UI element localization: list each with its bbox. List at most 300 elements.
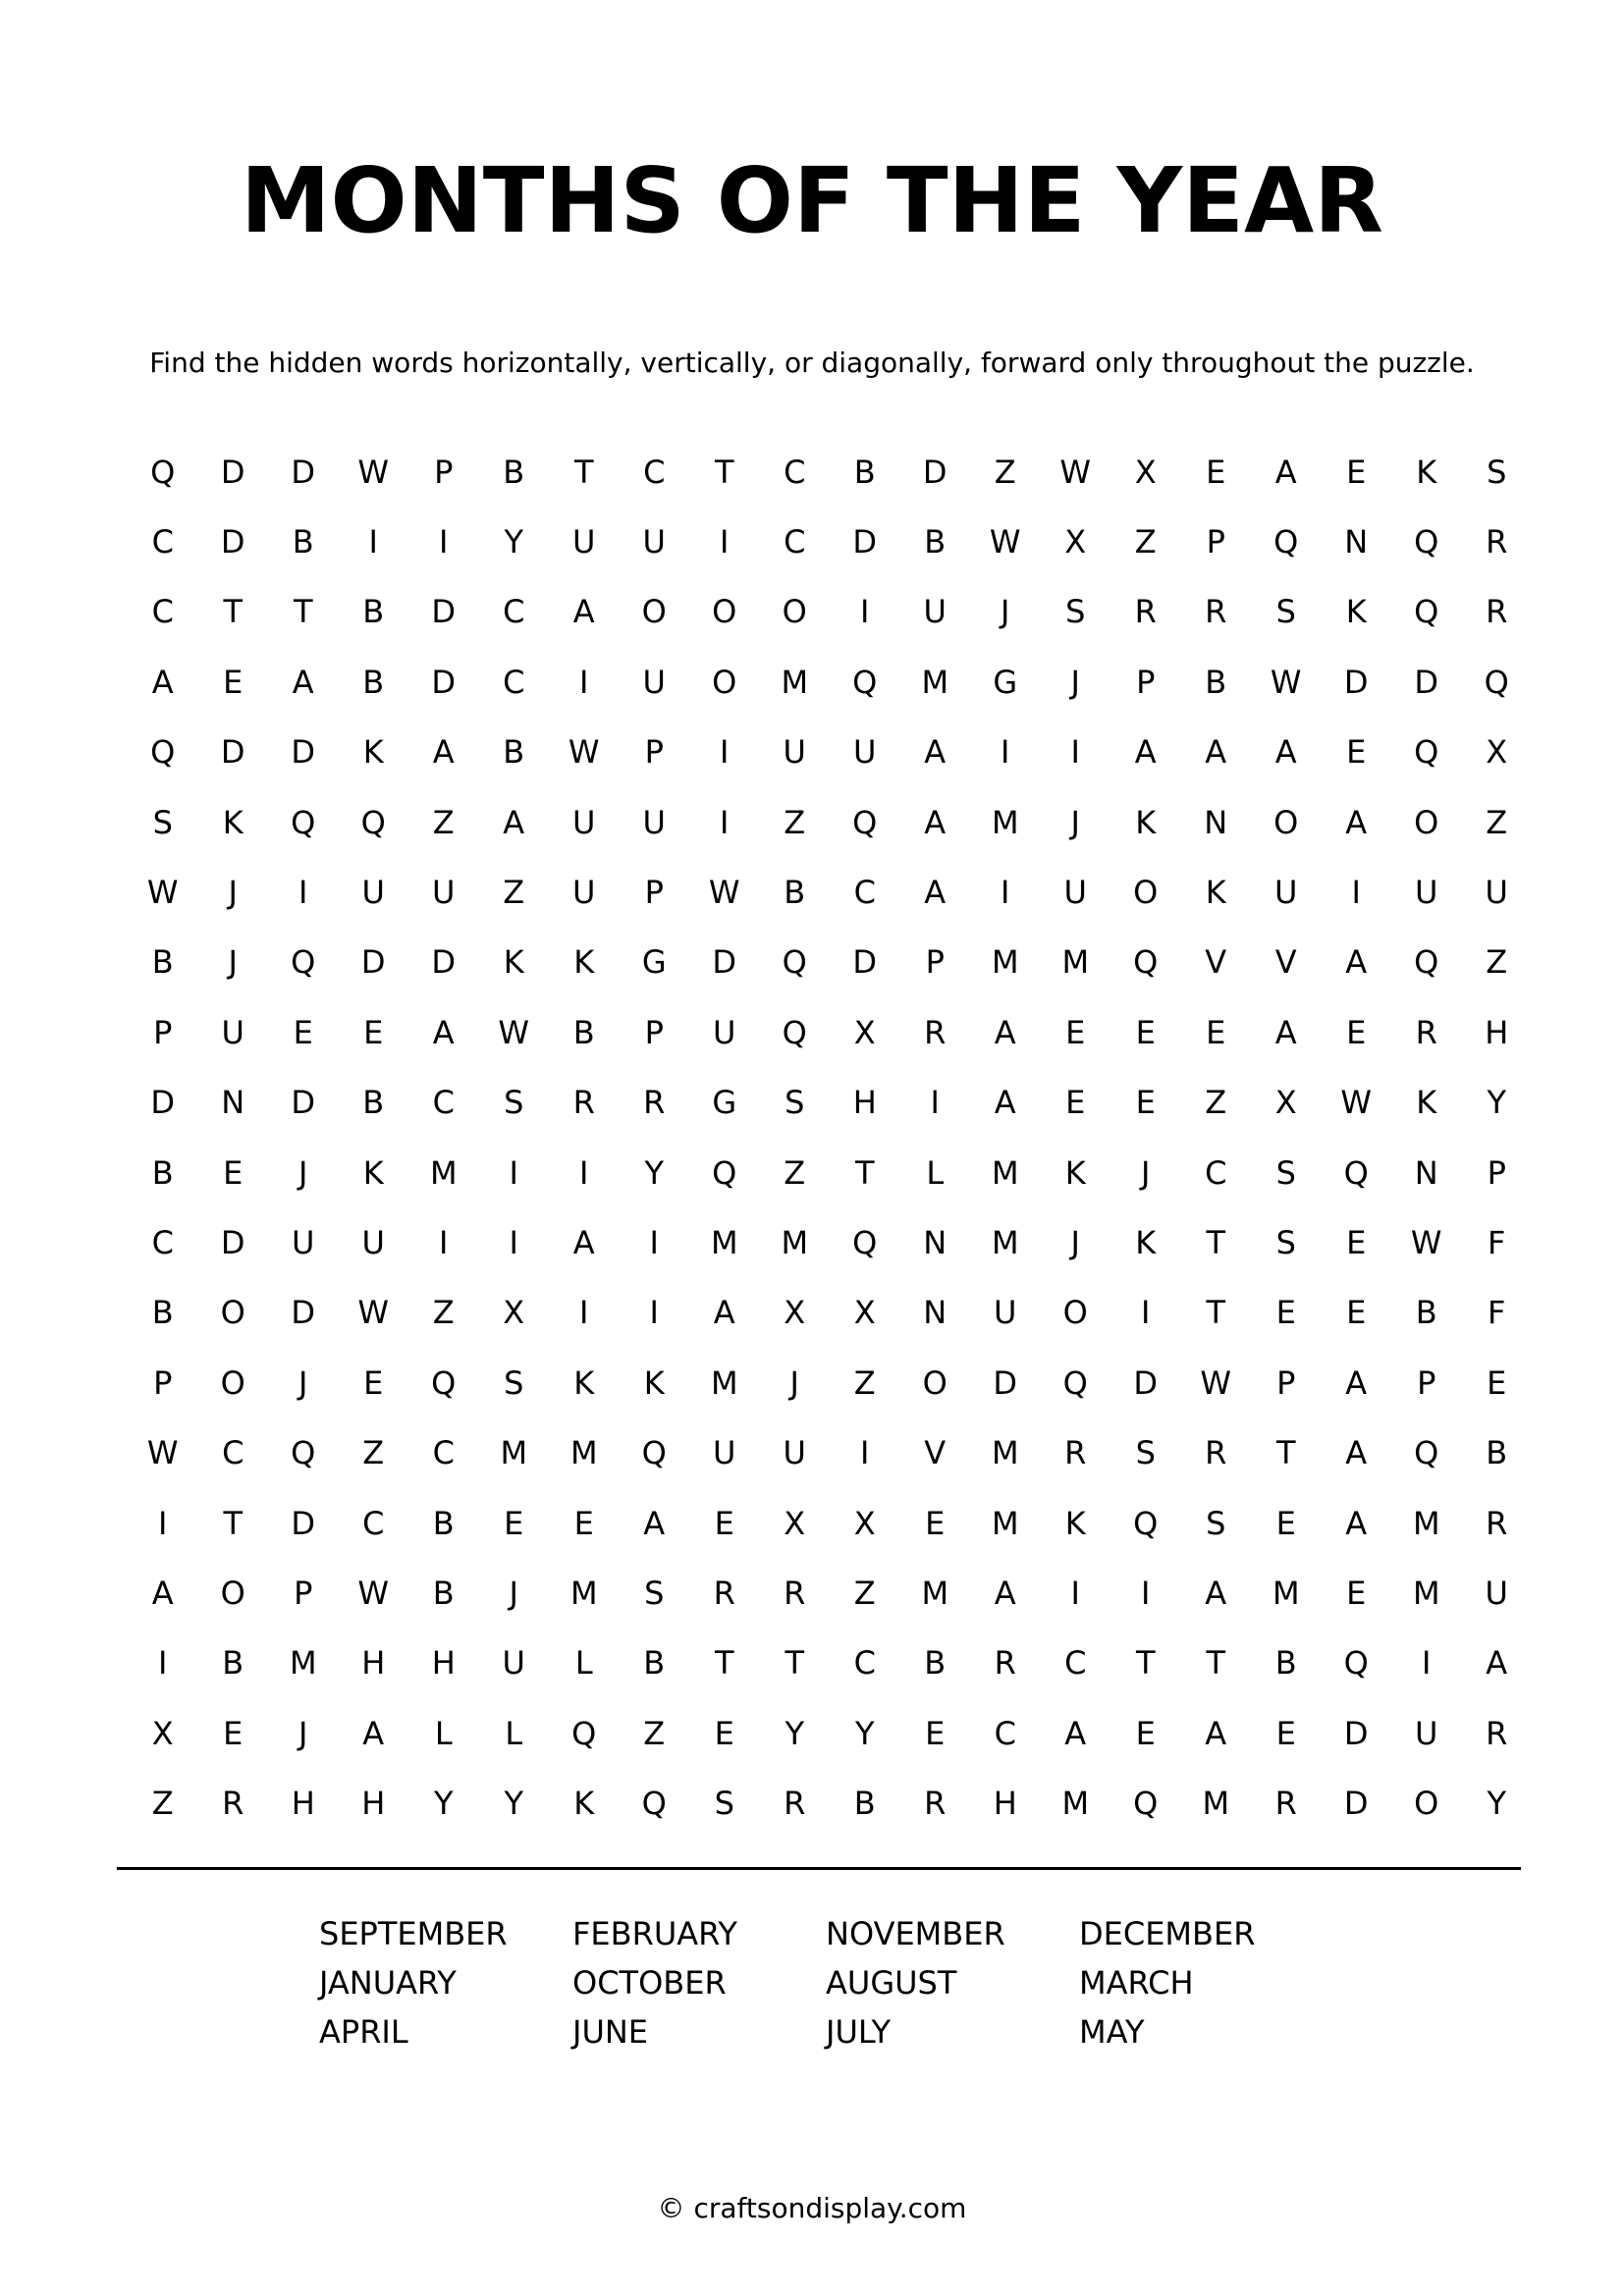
grid-cell: D <box>712 943 737 982</box>
grid-cell: K <box>643 1363 665 1402</box>
grid-cell: Q <box>571 1714 597 1752</box>
grid-cell: P <box>925 943 945 982</box>
grid-cell: M <box>991 943 1019 982</box>
grid-cell: D <box>360 943 386 982</box>
grid-cell: X <box>503 1294 525 1332</box>
grid-cell: Q <box>431 1363 457 1402</box>
grid-cell: J <box>1001 593 1010 631</box>
grid-cell: J <box>509 1574 518 1612</box>
grid-cell: S <box>1206 1504 1226 1542</box>
grid-cell: A <box>1205 1574 1227 1612</box>
grid-cell: K <box>1416 453 1437 491</box>
grid-cell: D <box>1343 1785 1369 1823</box>
grid-cell: Z <box>784 1153 806 1192</box>
grid-cell: E <box>1065 1084 1086 1122</box>
grid-cell: C <box>643 453 666 491</box>
grid-cell: Z <box>432 803 455 841</box>
grid-cell: I <box>1422 1644 1432 1682</box>
grid-cell: A <box>643 1504 666 1542</box>
grid-cell: P <box>153 1363 173 1402</box>
grid-cell: A <box>713 1294 735 1332</box>
grid-cell: Q <box>1343 1153 1369 1192</box>
grid-cell: O <box>1414 803 1439 841</box>
grid-cell: V <box>1205 943 1227 982</box>
grid-cell: W <box>357 1294 390 1332</box>
grid-cell: B <box>1274 1644 1297 1682</box>
grid-cell: W <box>1200 1363 1232 1402</box>
grid-cell: B <box>362 593 385 631</box>
grid-cell: W <box>1059 453 1092 491</box>
grid-cell: A <box>1205 1714 1227 1752</box>
word-list-item: FEBRUARY <box>572 1915 737 1952</box>
grid-cell: J <box>1070 1223 1080 1261</box>
grid-cell: Y <box>644 1153 665 1192</box>
grid-cell: M <box>781 663 809 701</box>
grid-cell: W <box>568 733 600 772</box>
grid-cell: Q <box>1484 663 1509 701</box>
grid-cell: P <box>434 453 454 491</box>
grid-cell: N <box>1344 523 1369 561</box>
grid-cell: W <box>708 874 740 912</box>
grid-cell: S <box>1487 453 1507 491</box>
grid-cell: H <box>291 1785 315 1823</box>
grid-cell: Q <box>1133 1504 1159 1542</box>
grid-cell: X <box>151 1714 174 1752</box>
grid-cell: D <box>1414 663 1439 701</box>
grid-cell: T <box>714 453 734 491</box>
grid-cell: Z <box>643 1714 666 1752</box>
grid-cell: N <box>923 1294 947 1332</box>
grid-cell: U <box>292 1223 315 1261</box>
grid-cell: A <box>1274 453 1297 491</box>
grid-cell: E <box>1346 1294 1367 1332</box>
grid-cell: T <box>1206 1294 1226 1332</box>
grid-cell: T <box>293 593 313 631</box>
grid-cell: B <box>643 1644 666 1682</box>
grid-cell: M <box>1061 1785 1090 1823</box>
grid-cell: I <box>860 1434 870 1472</box>
grid-cell: Z <box>151 1785 174 1823</box>
word-list-item: AUGUST <box>826 1964 957 2002</box>
grid-cell: A <box>1274 1013 1297 1051</box>
grid-cell: U <box>713 1013 736 1051</box>
grid-cell: I <box>720 733 730 772</box>
grid-cell: G <box>712 1084 737 1122</box>
grid-cell: M <box>289 1644 317 1682</box>
grid-cell: Q <box>1414 733 1439 772</box>
grid-cell: K <box>573 1785 595 1823</box>
grid-cell: N <box>923 1223 947 1261</box>
grid-cell: E <box>1346 1223 1367 1261</box>
grid-cell: G <box>641 943 667 982</box>
grid-cell: J <box>1141 1153 1151 1192</box>
grid-cell: B <box>924 1644 947 1682</box>
grid-cell: U <box>1415 1714 1438 1752</box>
grid-cell: Q <box>1343 1644 1369 1682</box>
grid-cell: K <box>1416 1084 1437 1122</box>
grid-cell: Q <box>641 1434 667 1472</box>
word-list-item: JANUARY <box>319 1964 457 2002</box>
grid-cell: B <box>1415 1294 1437 1332</box>
grid-cell: T <box>223 1504 244 1542</box>
grid-cell: B <box>432 1504 455 1542</box>
grid-cell: J <box>298 1153 308 1192</box>
grid-cell: M <box>991 1434 1019 1472</box>
grid-cell: D <box>291 1504 316 1542</box>
grid-cell: R <box>1486 1714 1508 1752</box>
word-search-grid <box>128 437 1532 1839</box>
grid-cell: S <box>644 1574 665 1612</box>
grid-cell: U <box>572 874 596 912</box>
grid-cell: K <box>362 1153 384 1192</box>
grid-cell: A <box>994 1013 1016 1051</box>
word-list-item: APRIL <box>319 2013 408 2051</box>
grid-cell: U <box>642 663 666 701</box>
grid-cell: R <box>1415 1013 1437 1051</box>
grid-cell: X <box>784 1294 806 1332</box>
grid-cell: W <box>146 1434 179 1472</box>
grid-cell: K <box>222 803 244 841</box>
grid-cell: W <box>1410 1223 1442 1261</box>
grid-cell: Q <box>782 943 807 982</box>
grid-cell: B <box>151 1294 174 1332</box>
grid-cell: O <box>922 1363 947 1402</box>
grid-cell: A <box>1345 1363 1368 1402</box>
grid-cell: X <box>1064 523 1087 561</box>
grid-cell: O <box>1133 874 1159 912</box>
grid-cell: U <box>923 593 947 631</box>
grid-cell: P <box>1276 1363 1296 1402</box>
word-list-item: OCTOBER <box>572 1964 727 2002</box>
grid-cell: A <box>1274 733 1297 772</box>
grid-cell: I <box>930 1084 940 1122</box>
grid-cell: E <box>1206 1013 1226 1051</box>
grid-cell: E <box>1346 453 1367 491</box>
grid-cell: J <box>228 874 238 912</box>
grid-cell: Y <box>1487 1785 1507 1823</box>
grid-cell: M <box>710 1363 738 1402</box>
grid-cell: R <box>1064 1434 1087 1472</box>
grid-cell: C <box>784 523 806 561</box>
grid-cell: Q <box>1133 943 1159 982</box>
grid-cell: A <box>1064 1714 1087 1752</box>
grid-cell: U <box>783 1434 806 1472</box>
grid-cell: C <box>151 523 174 561</box>
grid-cell: R <box>784 1785 806 1823</box>
grid-cell: Q <box>1133 1785 1159 1823</box>
grid-cell: C <box>222 1434 244 1472</box>
grid-cell: O <box>1273 803 1299 841</box>
grid-cell: U <box>642 803 666 841</box>
grid-cell: W <box>357 453 390 491</box>
grid-cell: R <box>924 1013 947 1051</box>
grid-cell: U <box>853 733 877 772</box>
grid-cell: K <box>1064 1504 1086 1542</box>
page-title: MONTHS OF THE YEAR <box>240 148 1383 253</box>
grid-cell: E <box>714 1504 734 1542</box>
grid-cell: E <box>1346 1574 1367 1612</box>
grid-cell: B <box>151 943 174 982</box>
word-list-item: DECEMBER <box>1079 1915 1256 1952</box>
grid-cell: W <box>1340 1084 1373 1122</box>
grid-cell: B <box>362 1084 385 1122</box>
grid-cell: E <box>1275 1294 1296 1332</box>
grid-cell: Q <box>712 1153 737 1192</box>
grid-cell: B <box>784 874 806 912</box>
grid-cell: B <box>572 1013 595 1051</box>
grid-cell: B <box>924 523 947 561</box>
grid-cell: U <box>502 1644 525 1682</box>
grid-cell: S <box>785 1084 805 1122</box>
grid-cell: S <box>1275 1153 1296 1192</box>
grid-cell: M <box>991 803 1019 841</box>
grid-cell: A <box>1345 943 1368 982</box>
grid-cell: S <box>1275 1223 1296 1261</box>
grid-cell: K <box>1064 1153 1086 1192</box>
grid-cell: I <box>860 593 870 631</box>
grid-cell: K <box>1135 803 1157 841</box>
grid-cell: D <box>291 453 316 491</box>
grid-cell: A <box>994 1084 1016 1122</box>
grid-cell: D <box>220 453 245 491</box>
grid-cell: P <box>1417 1363 1436 1402</box>
word-list-item: NOVEMBER <box>826 1915 1005 1952</box>
grid-cell: M <box>569 1574 598 1612</box>
grid-cell: O <box>220 1363 245 1402</box>
grid-cell: D <box>431 593 457 631</box>
grid-cell: Z <box>1205 1084 1227 1122</box>
grid-cell: Q <box>1414 1434 1439 1472</box>
grid-cell: X <box>1274 1084 1297 1122</box>
grid-cell: H <box>431 1644 456 1682</box>
word-list-item: SEPTEMBER <box>319 1915 508 1952</box>
grid-cell: Q <box>782 1013 807 1051</box>
grid-cell: P <box>294 1574 313 1612</box>
grid-cell: Z <box>853 1574 876 1612</box>
grid-cell: I <box>649 1223 659 1261</box>
grid-cell: C <box>1205 1153 1227 1192</box>
grid-cell: P <box>644 1013 664 1051</box>
grid-cell: C <box>994 1714 1016 1752</box>
grid-cell: Q <box>852 663 878 701</box>
grid-cell: M <box>991 1223 1019 1261</box>
grid-cell: A <box>1486 1644 1508 1682</box>
grid-cell: U <box>783 733 806 772</box>
grid-cell: A <box>503 803 525 841</box>
grid-cell: T <box>1206 1223 1226 1261</box>
grid-cell: C <box>503 593 525 631</box>
grid-cell: C <box>432 1434 455 1472</box>
grid-cell: N <box>1414 1153 1438 1192</box>
grid-cell: S <box>1275 593 1296 631</box>
grid-cell: O <box>641 593 667 631</box>
grid-cell: Q <box>641 1785 667 1823</box>
grid-cell: Z <box>1486 943 1508 982</box>
grid-cell: Q <box>1414 593 1439 631</box>
grid-cell: I <box>720 803 730 841</box>
grid-cell: R <box>1486 593 1508 631</box>
grid-cell: C <box>362 1504 385 1542</box>
grid-cell: Q <box>1414 523 1439 561</box>
grid-cell: B <box>503 733 525 772</box>
grid-cell: T <box>573 453 594 491</box>
grid-cell: E <box>223 1714 244 1752</box>
grid-cell: Y <box>1487 1084 1507 1122</box>
grid-cell: I <box>158 1644 168 1682</box>
grid-cell: S <box>504 1084 524 1122</box>
grid-cell: I <box>579 1153 589 1192</box>
grid-cell: P <box>153 1013 173 1051</box>
grid-cell: N <box>221 1084 245 1122</box>
grid-cell: I <box>1351 874 1361 912</box>
word-list-item: MARCH <box>1079 1964 1194 2002</box>
grid-cell: Y <box>785 1714 805 1752</box>
grid-cell: B <box>853 453 876 491</box>
grid-cell: A <box>1205 733 1227 772</box>
grid-cell: U <box>1485 1574 1508 1612</box>
grid-cell: E <box>223 663 244 701</box>
grid-cell: K <box>1135 1223 1157 1261</box>
grid-cell: A <box>432 733 455 772</box>
grid-cell: U <box>572 803 596 841</box>
grid-cell: Q <box>1414 943 1439 982</box>
grid-cell: P <box>644 733 664 772</box>
grid-cell: Q <box>1273 523 1299 561</box>
grid-cell: W <box>498 1013 530 1051</box>
grid-cell: J <box>1070 803 1080 841</box>
grid-cell: I <box>509 1153 518 1192</box>
grid-cell: X <box>853 1504 876 1542</box>
grid-cell: K <box>362 733 384 772</box>
grid-cell: E <box>363 1013 384 1051</box>
grid-cell: A <box>924 803 947 841</box>
grid-cell: U <box>1063 874 1087 912</box>
grid-cell: I <box>439 523 449 561</box>
grid-cell: B <box>1205 663 1227 701</box>
grid-cell: P <box>644 874 664 912</box>
grid-cell: I <box>368 523 378 561</box>
grid-cell: W <box>1270 663 1302 701</box>
grid-cell: D <box>431 663 457 701</box>
grid-cell: E <box>223 1153 244 1192</box>
grid-cell: X <box>853 1294 876 1332</box>
grid-cell: D <box>291 1084 316 1122</box>
grid-cell: R <box>1134 593 1157 631</box>
grid-cell: U <box>1485 874 1508 912</box>
grid-cell: M <box>991 1504 1019 1542</box>
grid-cell: A <box>1345 1504 1368 1542</box>
grid-cell: A <box>292 663 314 701</box>
grid-cell: S <box>504 1363 524 1402</box>
grid-cell: L <box>505 1714 523 1752</box>
grid-cell: M <box>569 1434 598 1472</box>
grid-cell: T <box>223 593 244 631</box>
grid-cell: E <box>1135 1013 1156 1051</box>
word-list-item: JUNE <box>572 2013 649 2051</box>
footer-credit: © craftsondisplay.com <box>657 2192 967 2224</box>
grid-cell: D <box>220 523 245 561</box>
grid-cell: T <box>714 1644 734 1682</box>
grid-cell: K <box>1345 593 1367 631</box>
grid-cell: M <box>781 1223 809 1261</box>
grid-cell: E <box>1206 453 1226 491</box>
grid-cell: R <box>572 1084 595 1122</box>
grid-cell: Z <box>994 453 1016 491</box>
grid-cell: J <box>298 1714 308 1752</box>
grid-cell: J <box>228 943 238 982</box>
grid-cell: I <box>649 1294 659 1332</box>
grid-cell: I <box>1070 1574 1080 1612</box>
grid-cell: B <box>151 1153 174 1192</box>
grid-cell: R <box>1486 1504 1508 1542</box>
grid-cell: X <box>1486 733 1508 772</box>
grid-cell: C <box>853 1644 876 1682</box>
grid-cell: Q <box>150 453 176 491</box>
grid-cell: T <box>785 1644 805 1682</box>
grid-cell: C <box>853 874 876 912</box>
grid-cell: V <box>924 1434 947 1472</box>
grid-cell: R <box>924 1785 947 1823</box>
grid-cell: E <box>1275 1504 1296 1542</box>
grid-cell: D <box>291 1294 316 1332</box>
grid-cell: B <box>1486 1434 1508 1472</box>
grid-cell: D <box>1133 1363 1159 1402</box>
grid-cell: T <box>1275 1434 1296 1472</box>
grid-cell: Z <box>503 874 525 912</box>
grid-cell: Q <box>852 1223 878 1261</box>
grid-cell: D <box>852 523 878 561</box>
grid-cell: U <box>432 874 456 912</box>
grid-cell: C <box>151 593 174 631</box>
grid-cell: A <box>924 874 947 912</box>
grid-cell: U <box>1415 874 1438 912</box>
grid-cell: A <box>432 1013 455 1051</box>
grid-cell: H <box>361 1785 386 1823</box>
grid-cell: U <box>994 1294 1017 1332</box>
grid-cell: D <box>431 943 457 982</box>
word-list-item: MAY <box>1079 2013 1145 2051</box>
grid-cell: T <box>854 1153 875 1192</box>
grid-cell: U <box>361 874 385 912</box>
grid-cell: E <box>1065 1013 1086 1051</box>
grid-cell: I <box>720 523 730 561</box>
grid-cell: M <box>710 1223 738 1261</box>
grid-cell: Q <box>360 803 386 841</box>
grid-cell: O <box>220 1574 245 1612</box>
grid-cell: Y <box>504 523 524 561</box>
grid-cell: E <box>504 1504 524 1542</box>
grid-cell: M <box>1202 1785 1230 1823</box>
grid-cell: A <box>572 593 595 631</box>
grid-cell: A <box>924 733 947 772</box>
grid-cell: R <box>713 1574 735 1612</box>
grid-cell: M <box>500 1434 528 1472</box>
grid-cell: A <box>1345 803 1368 841</box>
grid-cell: M <box>1272 1574 1300 1612</box>
grid-cell: E <box>925 1714 946 1752</box>
grid-cell: R <box>784 1574 806 1612</box>
grid-cell: E <box>1135 1084 1156 1122</box>
grid-cell: L <box>574 1644 593 1682</box>
grid-cell: X <box>853 1013 876 1051</box>
grid-cell: X <box>1134 453 1157 491</box>
grid-cell: O <box>1414 1785 1439 1823</box>
grid-cell: U <box>221 1013 244 1051</box>
grid-cell: I <box>579 663 589 701</box>
grid-cell: E <box>1346 1013 1367 1051</box>
grid-cell: E <box>925 1504 946 1542</box>
word-list-item: JULY <box>826 2013 891 2051</box>
